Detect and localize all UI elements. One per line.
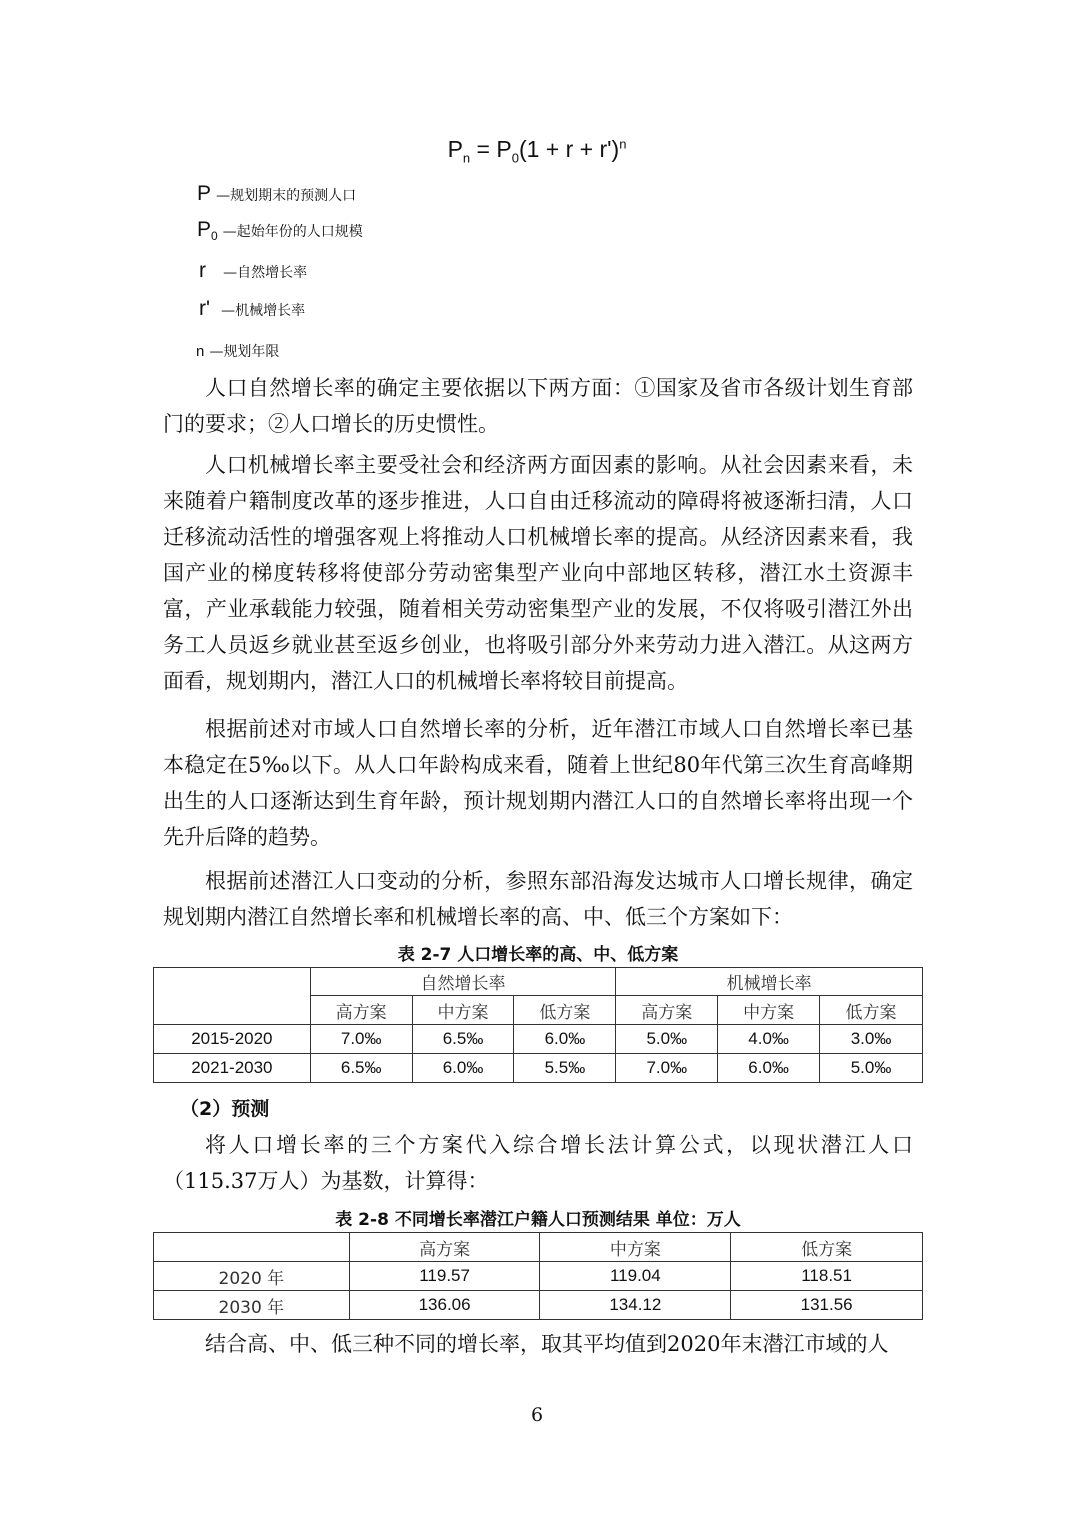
table1-caption: 表 2-7 人口增长率的高、中、低方案 [397, 945, 679, 965]
table-row [154, 1025, 923, 1054]
variable-symbol: P [197, 182, 212, 205]
formula-eq: = [470, 136, 497, 162]
variable-desc: —机械增长率 [221, 303, 306, 319]
table1-subhead: 高方案 [616, 996, 718, 1025]
variable-desc: —自然增长率 [223, 265, 308, 281]
table-cell: 5.0‰ [616, 1025, 718, 1054]
row-label: 2020 年 [154, 1262, 350, 1291]
table2-corner [154, 1233, 350, 1262]
paragraph-natural-growth: 人口自然增长率的确定主要依据以下两方面：①国家及省市各级计划生育部门的要求；②人口增长的历史惯性。 [163, 376, 913, 436]
formula-lhs-sub: n [462, 150, 471, 166]
formula-p: P [496, 136, 512, 162]
formula-exp: n [619, 136, 627, 152]
table-cell: 5.5‰ [514, 1054, 616, 1083]
table-cell: 118.51 [731, 1262, 923, 1291]
formula-lhs: P [447, 136, 463, 162]
table2-header: 高方案 [349, 1233, 540, 1262]
table1-subhead: 中方案 [412, 996, 514, 1025]
table2-header: 中方案 [540, 1233, 731, 1262]
table-cell: 6.0‰ [514, 1025, 616, 1054]
paragraph-analysis: 根据前述对市域人口自然增长率的分析，近年潜江市域人口自然增长率已基本稳定在5‰以下。从人口年龄构成来看，随着上世纪80年代第三次生育高峰期出生的人口逐渐达到生育年龄，预计规划期内潜江人口的自然增长率将出现一个先升后降的趋势。 [163, 717, 913, 849]
table-cell: 7.0‰ [616, 1054, 718, 1083]
variable-def-p0 [197, 218, 363, 243]
table-cell: 6.0‰ [718, 1054, 820, 1083]
variable-def-r-prime [199, 297, 305, 321]
table1-subhead: 高方案 [310, 996, 412, 1025]
table2-caption: 表 2-8 不同增长率潜江户籍人口预测结果 单位：万人 [335, 1210, 741, 1230]
population-forecast-table [153, 1232, 923, 1320]
formula-p-sub: 0 [511, 150, 519, 166]
table1-corner [154, 968, 311, 1025]
row-label: 2015-2020 [154, 1025, 311, 1054]
section-subheading: （2）预测 [180, 1098, 270, 1120]
paragraph-mechanical-growth: 人口机械增长率主要受社会和经济两方面因素的影响。从社会因素来看，未来随着户籍制度改革的逐步推进，人口自由迁移流动的障碍将被逐渐扫清，人口迁移流动活性的增强客观上将推动人口机械增长率的提高。从经济因素来看，我国产业的梯度转移将使部分劳动密集型产业向中部地区转移，潜江水土资源丰富，产业承载能力较强，随着相关劳动密集型产业的发展，不仅将吸引潜江外出务工人员返乡就业甚至返乡创业，也将吸引部分外来劳动力进入潜江。从这两方面看，规划期内，潜江人口的机械增长率将较目前提高。 [163, 453, 913, 693]
table1-group-natural: 自然增长率 [310, 968, 616, 996]
table-cell: 136.06 [349, 1291, 540, 1320]
table-cell: 3.0‰ [820, 1025, 923, 1054]
variable-symbol: r [199, 259, 206, 282]
table-cell: 4.0‰ [718, 1025, 820, 1054]
table2-header-row [154, 1233, 923, 1262]
table2-header: 低方案 [731, 1233, 923, 1262]
variable-symbol: P [197, 218, 212, 241]
table-cell: 7.0‰ [310, 1025, 412, 1054]
table1-group-row [154, 968, 923, 996]
table-cell: 119.57 [349, 1262, 540, 1291]
table1-subhead: 低方案 [514, 996, 616, 1025]
paragraph-predict: 将人口增长率的三个方案代入综合增长法计算公式，以现状潜江人口（115.37万人）为基数，计算得： [163, 1133, 913, 1193]
variable-def-p [197, 182, 356, 206]
table-cell: 6.0‰ [412, 1054, 514, 1083]
table-cell: 6.5‰ [310, 1054, 412, 1083]
variable-symbol: n [196, 343, 205, 360]
page-number: 6 [530, 1404, 544, 1426]
formula-body: (1 + r + r') [518, 136, 620, 162]
growth-formula [0, 136, 1074, 166]
row-label: 2021-2030 [154, 1054, 311, 1083]
growth-rate-table [153, 967, 923, 1083]
variable-def-r [199, 259, 307, 283]
variable-sub: 0 [211, 229, 218, 244]
variable-def-n [196, 341, 279, 361]
variable-symbol: r' [199, 297, 211, 320]
variable-desc: —规划年限 [209, 344, 280, 360]
table-cell: 131.56 [731, 1291, 923, 1320]
row-label: 2030 年 [154, 1291, 350, 1320]
table1-subhead: 中方案 [718, 996, 820, 1025]
paragraph-plan: 根据前述潜江人口变动的分析，参照东部沿海发达城市人口增长规律，确定规划期内潜江自然增长率和机械增长率的高、中、低三个方案如下： [163, 869, 913, 929]
table-row [154, 1262, 923, 1291]
table-row [154, 1054, 923, 1083]
table1-subhead: 低方案 [820, 996, 923, 1025]
variable-desc: —起始年份的人口规模 [222, 224, 363, 240]
table1-group-mechanical: 机械增长率 [616, 968, 923, 996]
table-row [154, 1291, 923, 1320]
paragraph-last: 结合高、中、低三种不同的增长率，取其平均值到2020年末潜江市域的人 [205, 1332, 889, 1356]
table-cell: 119.04 [540, 1262, 731, 1291]
variable-desc: —规划期末的预测人口 [216, 188, 357, 204]
table-cell: 134.12 [540, 1291, 731, 1320]
table-cell: 5.0‰ [820, 1054, 923, 1083]
table-cell: 6.5‰ [412, 1025, 514, 1054]
